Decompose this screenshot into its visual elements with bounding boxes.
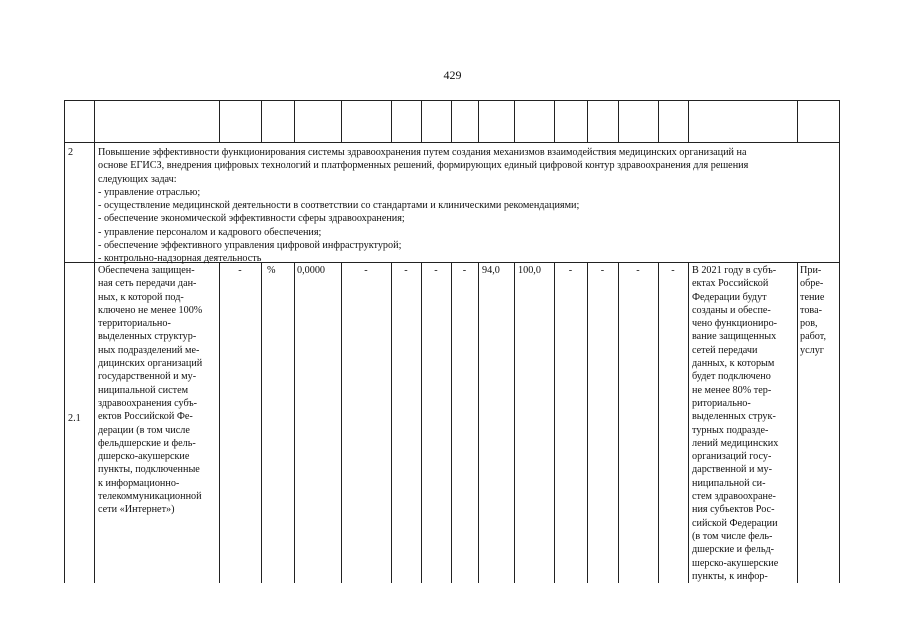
col-rule (219, 100, 220, 142)
row-number: 2.1 (68, 413, 81, 424)
col-rule (421, 262, 422, 583)
page-number: 429 (443, 68, 462, 82)
col-rule (341, 100, 342, 142)
col-rule (341, 262, 342, 583)
col-rule (421, 100, 422, 142)
col-rule (688, 100, 689, 142)
row-year-value: - (600, 265, 605, 276)
col-rule (688, 262, 689, 583)
row-year-value: - (404, 265, 408, 276)
row-year-value: 94,0 (482, 265, 500, 276)
col-rule (294, 100, 295, 142)
row-comment: В 2021 году в субъ- ектах Российской Федерации будут созданы и обеспе- чено функциониро- вание защищенных сетей передачи данных, к которым будет подключено не менее 80% тер- риториально- выделенных струк- турных подразде- лений медицинских организаций госу- дарственной и му- ниципальной си- стем здравоохране- ния субъектов Рос- сийской Федерации (в том числе фель- дшерские и фельд- шерско-акушерские пункты, к инфор- (692, 265, 779, 582)
col-rule (451, 100, 452, 142)
row-col3-value: - (238, 265, 242, 276)
col-rule (554, 100, 555, 142)
col-rule (261, 100, 262, 142)
row-indicator-name: Обеспечена защищен- ная сеть передачи дан- ных, к которой под- ключено не менее 100% территориально- выделенных структур- ных подразделений ме- дицинских организаций государственной и му- ниципальной систем здравоохранения субъ- ектов Российской Фе- дерации (в том числе фельдшерские и фель- дшерско-акушерские пункты, подключенные к информационно- телекоммуникационной сети «Интернет») (98, 265, 203, 516)
section-description: Повышение эффективности функционирования системы здравоохранения путем создания механизмов взаимодействия медицинских организаций на основе ЕГИСЗ, внедрения цифровых технологий и платформенных решений, формирующих единый цифровой контур здравоохранения для решения следующих задач: - управление отраслью; - осуществление медицинской деятельности в соответствии со стандартами и клиническими рекомендациями; - обеспечение экономической эффективности сферы здравоохранения; - управление персоналом и кадрового обеспечения; - обеспечение эффективного управления цифровой инфраструктурой; - контрольно-надзорная деятельность (98, 147, 749, 265)
col-rule (478, 100, 479, 142)
table-border-left (64, 100, 65, 583)
row-expense-type: При- обре- тение това- ров, работ, услуг (800, 265, 826, 356)
col-rule (94, 100, 95, 583)
col-rule (658, 262, 659, 583)
col-rule (797, 100, 798, 142)
col-rule (554, 262, 555, 583)
col-rule (618, 262, 619, 583)
col-rule (514, 262, 515, 583)
row-year-value: - (671, 265, 675, 276)
col-rule (587, 262, 588, 583)
col-rule (514, 100, 515, 142)
col-rule (587, 100, 588, 142)
row-unit: % (267, 265, 276, 276)
table-rule-header (64, 142, 839, 143)
section-number: 2 (68, 147, 74, 158)
table (64, 100, 839, 583)
row-year-value: - (462, 265, 467, 276)
row-year-value: 100,0 (518, 265, 541, 276)
col-rule (261, 262, 262, 583)
row-year-value: - (568, 265, 573, 276)
col-rule (391, 262, 392, 583)
col-rule (658, 100, 659, 142)
col-rule (797, 262, 798, 583)
col-rule (478, 262, 479, 583)
col-rule (451, 262, 452, 583)
row-base-value: 0,0000 (297, 265, 326, 276)
row-year-value: - (364, 265, 368, 276)
table-border-right (839, 100, 840, 583)
col-rule (294, 262, 295, 583)
row-year-value: - (636, 265, 640, 276)
col-rule (618, 100, 619, 142)
row-year-value: - (434, 265, 438, 276)
col-rule (391, 100, 392, 142)
